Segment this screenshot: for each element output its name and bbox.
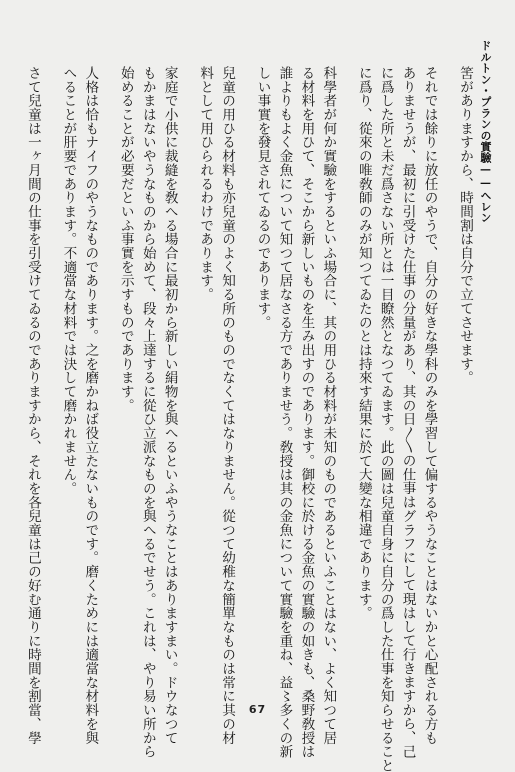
text-line: に爲り、從來の唯敎師のみが知つてゐたのとは持來す結果に於て大變な相違であります。 [355,66,372,620]
text-line: ありませうが、最初に引受けた仕事の分量があり、其の日〳〵の仕事はグラフにして現はして行きますから、己 [399,66,416,759]
text-line: に爲した所と未だ爲さない所とは一目瞭然となつてゐます。此の圖は兒童自身に自分の爲した仕事を知らせること [377,66,394,772]
running-header: ドルトン・プランの實驗——ヘレン [479,40,492,224]
text-line: しい事實を發見されてゐるのであります。 [254,66,271,330]
page-number: 67 [248,703,267,716]
text-line: へることが肝要であります。不適當な材料では決して磨かれません。 [60,66,77,496]
text-line: さて兒童は一ヶ月間の仕事を引受けてゐるのでありますから、それを各兒童は己の好む通りに時間を割當、學 [24,66,41,745]
text-line: 筈がありますから、時間割は自分で立てさせます。 [457,66,473,385]
text-line: 兒童の用ひる材料も亦兒童のよく知る所のものでなくてはなりません。從つて幼稚な簡單なものは常に其の材 [219,66,236,745]
text-line: る材料を用ひて、そこから新しいものを生み出すのであります。御校に於ける金魚の實驗の如きも、桑野敎授は [298,66,315,759]
text-line: それでは餘りに放任のやうで、自分の好きな學科のみを學習して偏するやうなことはないかと心配される方も [421,66,438,745]
text-line: 家庭で小供に裁縫を敎へる場合に最初から新しい絹物を與へるといふやうなことはありますまい。ドウなつて [161,66,178,745]
text-line: 料として用ひられるわけであります。 [197,66,214,302]
text-line: 始めることが必要だといふ事實を示すものであります。 [117,66,134,413]
text-line: 科學者が何か實驗をするといふ場合に、其の用ひる材料が未知のものであるといふことはない、よく知つて居 [320,66,337,745]
text-line: 人格は恰もナイフのやうなものであります。之を磨かねば役立たないものです。磨くためには適當な材料を與 [82,66,99,745]
text-line: 誰よりもよく金魚について知つて居なさる方でありませう。敎授は其の金魚について實驗を重ね、益〻多くの新 [276,66,293,759]
text-line: もかまはないやうなものから始めて、段々上達するに從ひ立派なものを與へるでせう。これは、やり易い所から [139,66,156,759]
